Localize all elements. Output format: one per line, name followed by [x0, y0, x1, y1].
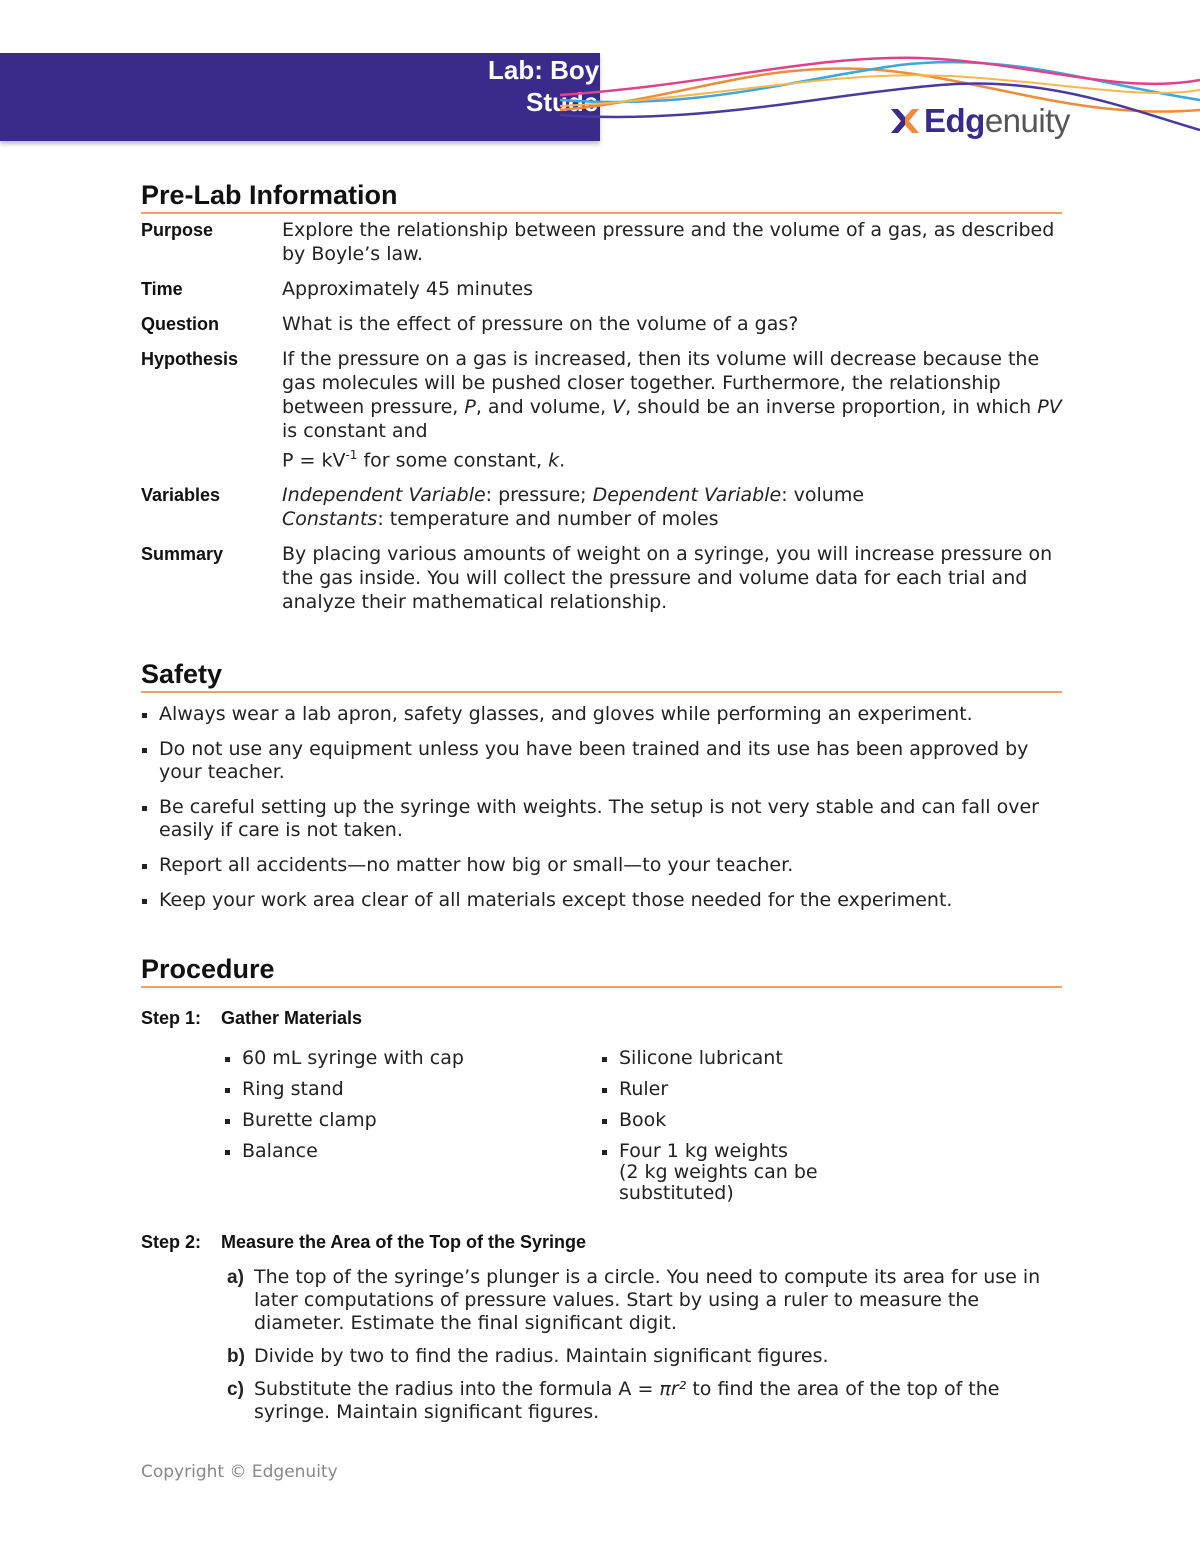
list-item: a) The top of the syringe’s plunger is a circle. You need to compute its area for use in later computations of pressure values. Start by using a ruler to measure the diameter. Estimate the final significant digit. [227, 1266, 1041, 1335]
document-title: Lab: Boy [488, 55, 600, 85]
edgenuity-logo [888, 101, 1070, 141]
question-label: Question [141, 314, 220, 334]
step2-substeps [227, 1266, 1062, 1424]
variables-text: Independent Variable: pressure; Dependent Variable: volume Constants: temperature and number of moles [282, 484, 865, 531]
hypothesis-formula: P = kV [282, 449, 346, 472]
prelab-row-question [141, 312, 1062, 347]
list-item: c) Substitute the radius into the formula A = πr² to find the area of the top of the syringe. Maintain significant figures. [227, 1378, 1000, 1424]
prelab-heading: Pre-Lab Information [141, 178, 1062, 214]
prelab-row-time [141, 277, 1062, 312]
safety-heading: Safety [141, 657, 1062, 693]
purpose-text: Explore the relationship between pressure and the volume of a gas, as described by Boyle’s law. [282, 219, 1055, 265]
list-item: Balance [224, 1141, 601, 1162]
materials-column-2 [601, 1048, 829, 1214]
list-item: Always wear a lab apron, safety glasses, and gloves while performing an experiment. [141, 703, 1062, 726]
list-item: Keep your work area clear of all materials except those needed for the experiment. [141, 889, 1062, 912]
prelab-row-purpose [141, 218, 1062, 277]
list-item: b) Divide by two to find the radius. Maintain significant figures. [227, 1345, 829, 1368]
purpose-label: Purpose [141, 220, 214, 240]
summary-label: Summary [141, 544, 224, 565]
logo-wordmark: Edgenuity [924, 102, 1070, 139]
list-item: Ruler [601, 1079, 829, 1100]
step1-heading: Step 1: Gather Materials [141, 1008, 363, 1029]
list-item: Be careful setting up the syringe with weights. The setup is not very stable and can fall over easily if care is not taken. [141, 796, 1062, 842]
list-item: 60 mL syringe with cap [224, 1048, 601, 1069]
area-formula: πr² [659, 1378, 687, 1401]
summary-text: By placing various amounts of weight on a syringe, you will increase pressure on the gas inside. You will collect the pressure and volume data for each trial and analyze their mathematical relationship. [282, 543, 1053, 614]
list-item: Ring stand [224, 1079, 601, 1100]
hypothesis-label: Hypothesis [141, 349, 239, 369]
prelab-table [141, 218, 1062, 625]
time-label: Time [141, 279, 183, 299]
time-text: Approximately 45 minutes [282, 278, 534, 300]
procedure-heading: Procedure [141, 952, 1062, 988]
list-item: Do not use any equipment unless you have been trained and its use has been approved by your teacher. [141, 738, 1062, 784]
prelab-row-summary [141, 542, 1062, 625]
copyright-footer: Copyright © Edgenuity [141, 1462, 338, 1482]
decorative-waves [560, 40, 1200, 150]
question-text: What is the effect of pressure on the volume of a gas? [282, 313, 799, 335]
list-item: Report all accidents—no matter how big or small—to your teacher. [141, 854, 1062, 877]
list-item: Silicone lubricant [601, 1048, 829, 1069]
document-body [141, 178, 1062, 1434]
prelab-row-hypothesis [141, 347, 1062, 483]
list-item: Burette clamp [224, 1110, 601, 1131]
hypothesis-text: If the pressure on a gas is increased, then its volume will decrease because the gas molecules will be pushed closer together. Furthermore, the relationship between pressure, P, and volume, V, should be an inverse proportion, in which PV is constant and $P = kV^{-1}$ for some constant, k. [282, 348, 1062, 472]
step2-heading: Step 2: Measure the Area of the Top of the Syringe [141, 1232, 587, 1253]
edgenuity-x-icon [888, 104, 922, 138]
variables-label: Variables [141, 485, 221, 506]
prelab-row-variables [141, 483, 1062, 542]
list-item: Book [601, 1110, 829, 1131]
safety-list [141, 703, 1062, 912]
document-subtitle: Stude [526, 87, 599, 117]
list-item: Four 1 kg weights (2 kg weights can be substituted) [601, 1141, 829, 1204]
materials-list [224, 1048, 1062, 1214]
materials-column-1 [224, 1048, 601, 1214]
